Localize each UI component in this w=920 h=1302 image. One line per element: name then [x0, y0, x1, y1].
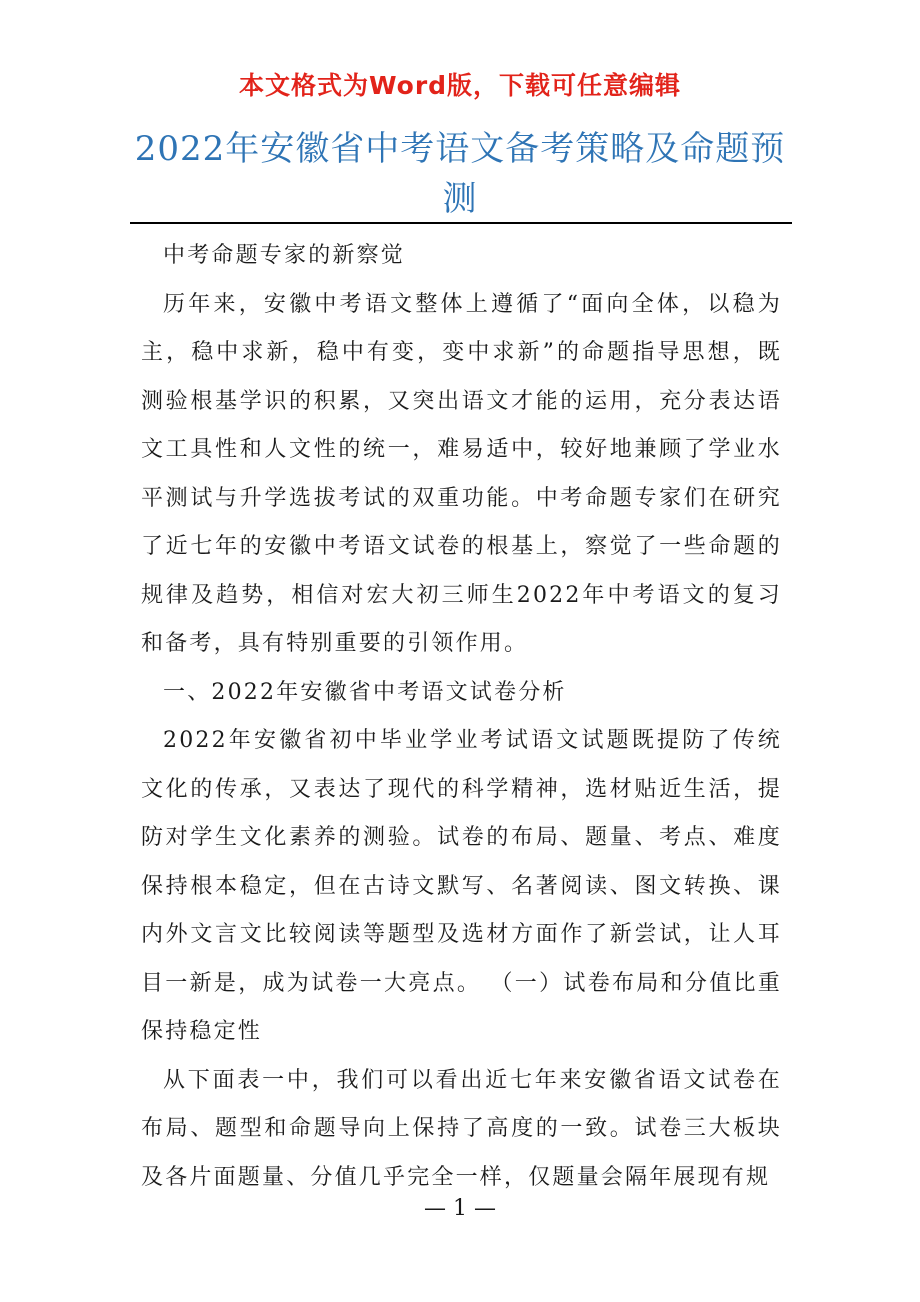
section-heading: 一、2022年安徽省中考语文试卷分析	[163, 679, 567, 705]
page-number: — 1 —	[424, 1196, 496, 1221]
title-divider	[130, 222, 792, 224]
page-title: 2022年安徽省中考语文备考策略及命题预测	[134, 129, 786, 219]
format-banner: 本文格式为Word版，下载可任意编辑	[238, 71, 682, 100]
body-paragraph: 历年来，安徽中考语文整体上遵循了“面向全体，以稳为主，稳中求新，稳中有变，变中求新”的命题指导思想，既测验根基学识的积累，又突出语文才能的运用，充分表达语文工具性和人文性的统一，难易适中，较好地兼顾了学业水平测试与升学选拔考试的双重功能。中考命题专家们在研究了近七年的安徽中考语文试卷的根基上，察觉了一些命题的规律及趋势，相信对宏大初三师生2022年中考语文的复习和备考，具有特别重要的引领作用。	[141, 291, 782, 656]
body-paragraph: 从下面表一中，我们可以看出近七年来安徽省语文试卷在布局、题型和命题导向上保持了高度的一致。试卷三大板块及各片面题量、分值几乎完全一样，仅题量会隔年展现有规	[141, 1067, 782, 1190]
subheading-paragraph: 中考命题专家的新察觉	[163, 243, 406, 268]
body-paragraph: 2022年安徽省初中毕业学业考试语文试题既提防了传统文化的传承，又表达了现代的科学精神，选材贴近生活，提防对学生文化素养的测验。试卷的布局、题量、考点、难度保持根本稳定，但在古诗文默写、名著阅读、图文转换、课内外文言文比较阅读等题型及选材方面作了新尝试，让人耳目一新是，成为试卷一大亮点。 （一）试卷布局和分值比重保持稳定性	[141, 728, 782, 1044]
document-body	[141, 232, 782, 1202]
